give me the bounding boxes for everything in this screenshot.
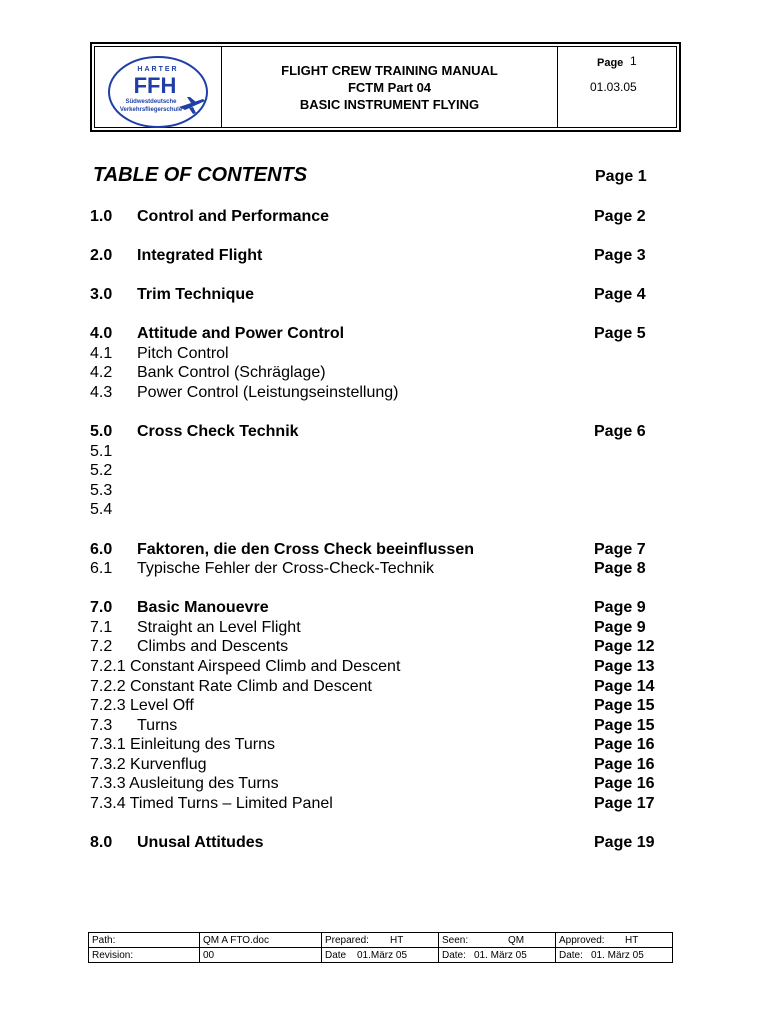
toc-entry-number: 6.0 <box>90 541 113 558</box>
toc-entry[interactable] <box>90 735 690 755</box>
toc-entry-page: Page 5 <box>594 325 646 342</box>
toc-entry-page: Page 3 <box>594 247 646 264</box>
toc-entry[interactable] <box>90 324 690 344</box>
date3-label: Date: <box>559 949 583 961</box>
toc-entry[interactable] <box>90 461 690 481</box>
logo-ffh-text: FFH <box>133 73 177 98</box>
toc-heading: TABLE OF CONTENTS <box>93 164 308 186</box>
date1-cell <box>322 948 439 963</box>
date1-value: 01.März 05 <box>357 949 408 961</box>
toc-entry-title: Basic Manouevre <box>137 599 269 616</box>
toc-entry[interactable] <box>90 422 690 442</box>
logo-harter-text: HARTER <box>137 66 179 73</box>
prepared-cell <box>322 933 439 948</box>
toc-entry[interactable] <box>90 833 690 853</box>
toc-entry-page: Page 4 <box>594 286 646 303</box>
toc-entry-page: Page 17 <box>594 795 655 812</box>
toc-entry-title: Pitch Control <box>137 345 229 362</box>
toc-entry-number: 8.0 <box>90 834 113 851</box>
toc-entry-title: Power Control (Leistungseinstellung) <box>137 384 399 401</box>
toc-entry-title: Straight an Level Flight <box>137 619 301 636</box>
path-label: Path: <box>89 933 200 948</box>
toc-entry-page: Page 6 <box>594 423 646 440</box>
toc-entry[interactable] <box>90 657 690 677</box>
logo-line1: Südwestdeutsche <box>125 99 177 105</box>
toc-entry[interactable] <box>90 481 690 501</box>
toc-entry[interactable] <box>90 598 690 618</box>
toc-entry-title: 7.3.3 Ausleitung des Turns <box>90 775 279 792</box>
toc-entry[interactable] <box>90 716 690 736</box>
seen-value: QM <box>508 934 525 946</box>
toc-entry-title: Typische Fehler der Cross-Check-Technik <box>137 560 434 577</box>
toc-entry-page: Page 8 <box>594 560 646 577</box>
toc-entry-title: Faktoren, die den Cross Check beeinflussen <box>137 541 474 558</box>
toc-entry[interactable] <box>90 246 690 266</box>
toc-entry-page: Page 13 <box>594 658 655 675</box>
page-meta <box>558 47 676 127</box>
toc-entry[interactable] <box>90 500 690 520</box>
toc-entry-number: 1.0 <box>90 208 113 225</box>
toc-entry[interactable] <box>90 637 690 657</box>
toc-entry[interactable] <box>90 207 690 227</box>
toc-entry-page: Page 19 <box>594 834 655 851</box>
toc-entry-title: 7.3.2 Kurvenflug <box>90 756 207 773</box>
toc-entry[interactable] <box>90 363 690 383</box>
date3-cell <box>556 948 673 963</box>
toc-entry[interactable] <box>90 696 690 716</box>
toc-entry-title: Climbs and Descents <box>137 638 289 655</box>
title-line-1: FLIGHT CREW TRAINING MANUAL <box>281 62 498 78</box>
toc-entry[interactable] <box>90 559 690 579</box>
toc-heading-page: Page 1 <box>595 168 647 185</box>
toc-entry-page: Page 16 <box>594 756 655 773</box>
approved-value: HT <box>625 934 639 946</box>
toc-entry-title: Control and Performance <box>137 208 330 225</box>
toc-entry-number: 2.0 <box>90 247 113 264</box>
school-logo <box>95 47 222 127</box>
footer-row-2 <box>89 948 673 963</box>
toc-entry-number: 7.2 <box>90 638 113 655</box>
toc-entry-title: 7.3.4 Timed Turns – Limited Panel <box>90 795 333 812</box>
toc-entry[interactable] <box>90 442 690 462</box>
date2-cell <box>439 948 556 963</box>
toc-entry[interactable] <box>90 755 690 775</box>
toc-entry-page: Page 16 <box>594 736 655 753</box>
title-line-3: BASIC INSTRUMENT FLYING <box>299 96 480 112</box>
toc-entry[interactable] <box>90 774 690 794</box>
toc-entry-number: 7.0 <box>90 599 113 616</box>
toc-entry-title: Bank Control (Schräglage) <box>137 364 326 381</box>
toc-entry-number: 5.2 <box>90 462 113 479</box>
toc-entry[interactable] <box>90 383 690 403</box>
toc-entry-number: 3.0 <box>90 286 113 303</box>
toc-entry-page: Page 12 <box>594 638 655 655</box>
toc-entry-title: 7.2.1 Constant Airspeed Climb and Descent <box>90 658 401 675</box>
approved-label: Approved: <box>559 934 605 946</box>
airplane-icon <box>179 97 205 114</box>
toc-entry[interactable] <box>90 540 690 560</box>
document-control-table <box>88 932 673 963</box>
page-number: 1 <box>630 54 637 68</box>
document-header <box>90 42 681 132</box>
toc-entry[interactable] <box>90 794 690 814</box>
date3-value: 01. März 05 <box>591 949 644 961</box>
footer-row-1 <box>89 933 673 948</box>
toc-entry-title: 7.3.1 Einleitung des Turns <box>90 736 276 753</box>
toc-entry-number: 4.0 <box>90 325 113 342</box>
date1-label: Date <box>325 949 347 961</box>
title-line-2: FCTM Part 04 <box>347 79 432 95</box>
toc-entry-title: Integrated Flight <box>137 247 263 264</box>
approved-cell <box>556 933 673 948</box>
toc-entry-number: 4.3 <box>90 384 113 401</box>
toc-entry-number: 4.1 <box>90 345 113 362</box>
toc-entry-number: 5.4 <box>90 501 113 518</box>
toc-entry-page: Page 16 <box>594 775 655 792</box>
toc-entry-number: 6.1 <box>90 560 113 577</box>
manual-title <box>222 47 558 127</box>
toc-entry-number: 5.3 <box>90 482 113 499</box>
issue-date: 01.03.05 <box>590 80 637 94</box>
date2-value: 01. März 05 <box>474 949 527 961</box>
revision-label: Revision: <box>89 948 200 963</box>
date2-label: Date: <box>442 949 466 961</box>
toc-entry-title: Cross Check Technik <box>137 423 299 440</box>
toc-entry-title: Unusal Attitudes <box>137 834 264 851</box>
toc-entry-number: 5.0 <box>90 423 113 440</box>
toc-entry-page: Page 9 <box>594 599 646 616</box>
toc-entry-page: Page 14 <box>594 678 655 695</box>
toc-entry-page: Page 15 <box>594 697 655 714</box>
seen-label: Seen: <box>442 934 469 946</box>
prepared-value: HT <box>390 934 404 946</box>
toc-entry-number: 5.1 <box>90 443 113 460</box>
toc-entry[interactable] <box>90 285 690 305</box>
toc-entry-number: 7.3 <box>90 717 113 734</box>
toc-entry-title: Trim Technique <box>137 286 255 303</box>
toc-entry-number: 4.2 <box>90 364 113 381</box>
toc-entry[interactable] <box>90 618 690 638</box>
toc-entry-page: Page 2 <box>594 208 646 225</box>
toc-entry-page: Page 7 <box>594 541 646 558</box>
page-label: Page <box>597 57 624 69</box>
path-value: QM A FTO.doc <box>200 933 322 948</box>
toc-entry-page: Page 15 <box>594 717 655 734</box>
toc-entry-title: 7.2.2 Constant Rate Climb and Descent <box>90 678 372 695</box>
revision-value: 00 <box>200 948 322 963</box>
toc-entry-title: 7.2.3 Level Off <box>90 697 194 714</box>
toc-entry-title: Attitude and Power Control <box>137 325 345 342</box>
toc-entry-page: Page 9 <box>594 619 646 636</box>
seen-cell <box>439 933 556 948</box>
toc-entry-title: Turns <box>137 717 178 734</box>
prepared-label: Prepared: <box>325 934 369 946</box>
toc-entry[interactable] <box>90 677 690 697</box>
toc-entry[interactable] <box>90 344 690 364</box>
logo-line2: Verkehrsfliegerschule <box>119 107 183 113</box>
toc-entry-number: 7.1 <box>90 619 113 636</box>
